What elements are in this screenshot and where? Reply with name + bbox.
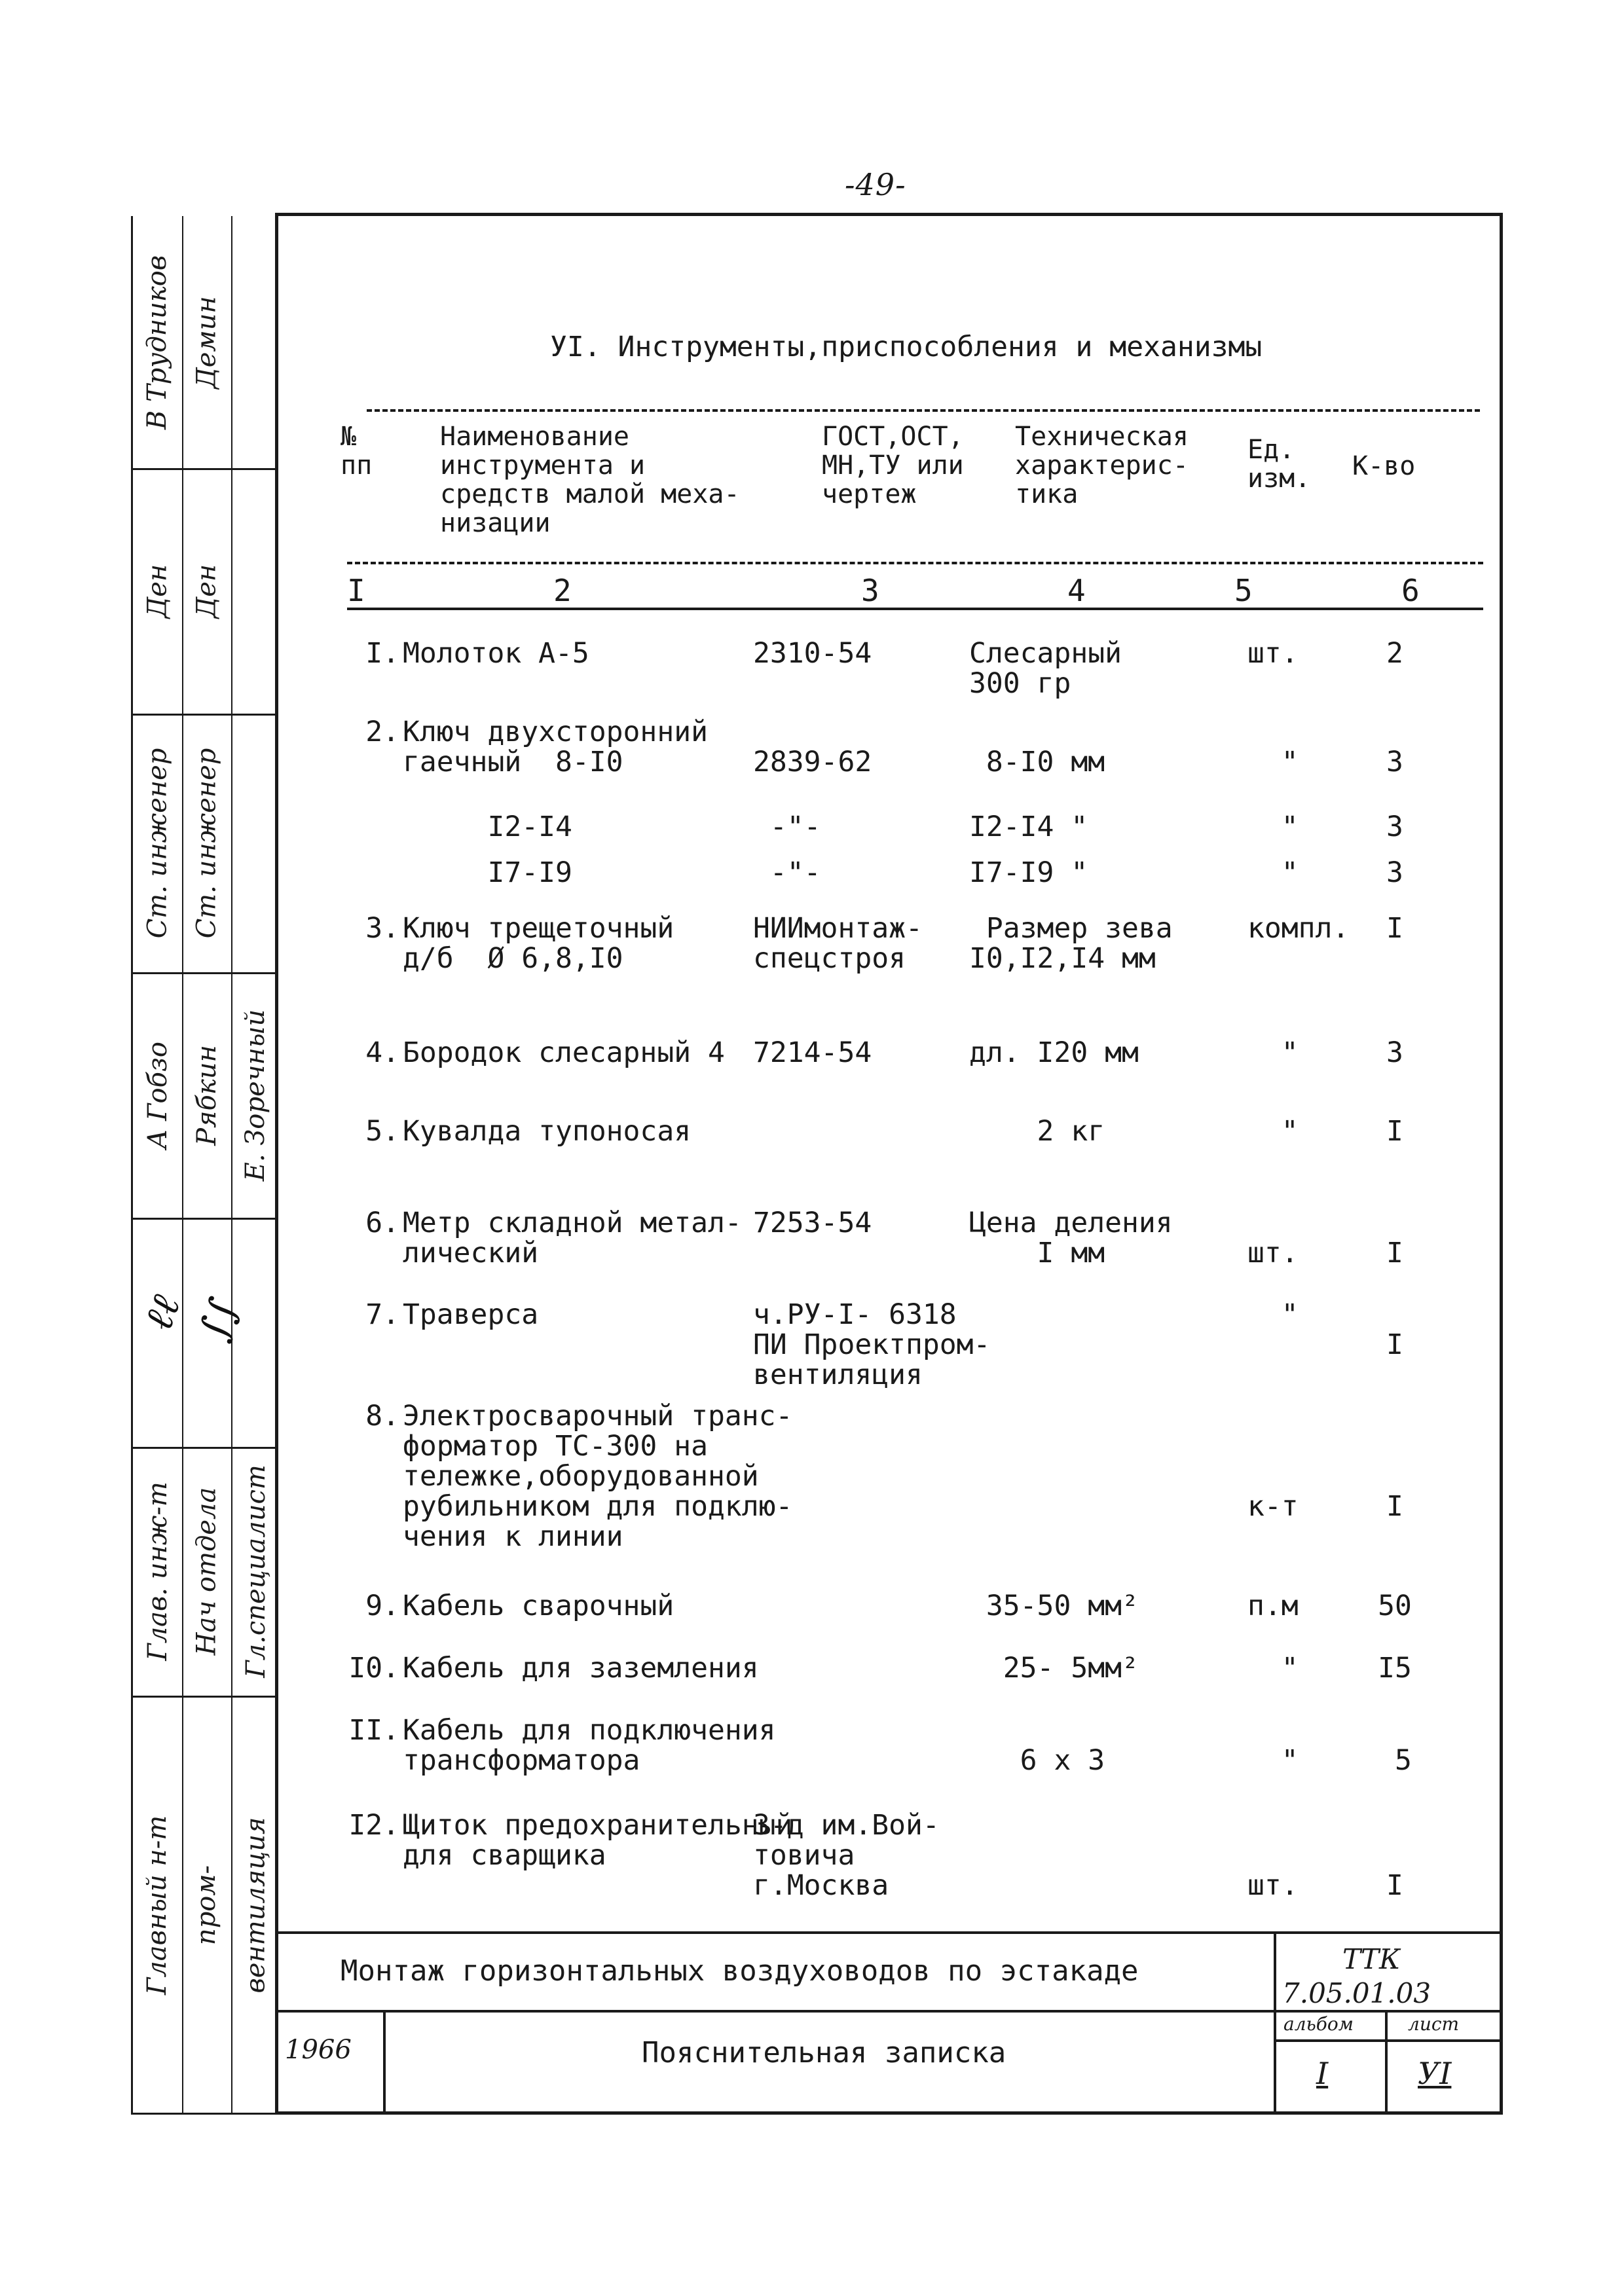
cell-tech: Слесарный 300 гр xyxy=(969,637,1122,700)
strip-department: вентиляция xyxy=(240,1817,271,1994)
cell-qty: I xyxy=(1386,1490,1403,1523)
strip-position: Ст. инженер xyxy=(191,748,222,938)
strip-department: пром- xyxy=(191,1865,222,1946)
signature-strip xyxy=(131,216,278,2115)
cell-no: 3. xyxy=(365,912,399,945)
cell-qty: 5 xyxy=(1394,1744,1412,1777)
column-number-rule xyxy=(347,608,1483,610)
document-code: 7.05.01.03 xyxy=(1282,1977,1431,2009)
header-gost: ГОСТ,ОСТ, МН,ТУ или чертеж xyxy=(822,422,964,509)
album-label: альбом xyxy=(1283,2013,1354,2035)
column-number: 6 xyxy=(1401,573,1420,608)
strip-name: А Гобзо xyxy=(142,1041,173,1149)
header-unit: Ед. изм. xyxy=(1247,435,1311,494)
cell-name: Электросварочный транс- форматор ТС-300 на тележке,оборудованной рубильником для подклю- чения к линии xyxy=(403,1400,793,1553)
cell-gost: 7253-54 xyxy=(753,1207,872,1239)
cell-no: I0. xyxy=(348,1652,399,1685)
strip-position: Глав. инж-т xyxy=(142,1482,173,1661)
column-number: 2 xyxy=(553,573,572,608)
cell-tech: дл. I20 мм xyxy=(969,1036,1139,1069)
cell-unit: " xyxy=(1247,1298,1299,1331)
cell-tech: I7-I9 " xyxy=(969,856,1088,889)
strip-position: Нач отдела xyxy=(191,1487,222,1656)
cell-qty: I xyxy=(1386,1328,1403,1361)
strip-name: Демин xyxy=(191,295,222,389)
cell-qty: I xyxy=(1386,1237,1403,1269)
cell-name: Кабель сварочный xyxy=(403,1590,674,1622)
document-year: 1966 xyxy=(285,2035,352,2065)
header-qty: К-во xyxy=(1352,451,1416,481)
cell-unit: шт. xyxy=(1247,1869,1299,1902)
cell-qty: I5 xyxy=(1378,1652,1412,1685)
header-tech: Техническая характерис- тика xyxy=(1015,422,1189,509)
header-name: Наименование инструмента и средств малой меха- низации xyxy=(440,422,740,538)
column-number: 3 xyxy=(861,573,879,608)
cell-unit: " xyxy=(1247,1115,1299,1148)
cell-gost: 2310-54 xyxy=(753,637,872,670)
cell-gost: 3-д им.Вой- товича г.Москва xyxy=(753,1809,940,1902)
cell-unit: " xyxy=(1247,1036,1299,1069)
document-code-top: ТТК xyxy=(1342,1943,1401,1975)
cell-tech: 25- 5мм² xyxy=(969,1652,1139,1685)
cell-name: Ключ трещеточный д/б Ø 6,8,I0 xyxy=(403,912,674,975)
cell-no: II. xyxy=(348,1714,399,1747)
cell-no: 4. xyxy=(365,1036,399,1069)
cell-qty: 3 xyxy=(1386,1036,1403,1069)
strip-department: Главный н-т xyxy=(142,1815,173,1995)
cell-name: Траверса xyxy=(403,1298,539,1331)
strip-name: Рябкин xyxy=(191,1044,222,1146)
cell-no: 6. xyxy=(365,1207,399,1239)
cell-gost: 7214-54 xyxy=(753,1036,872,1069)
handwritten-signature: ℓℓ xyxy=(135,1289,190,1336)
cell-unit: п.м xyxy=(1247,1590,1299,1622)
cell-gost: 2839-62 xyxy=(753,746,872,778)
title-block-rule xyxy=(1385,2010,1388,2115)
cell-qty: 50 xyxy=(1378,1590,1412,1622)
strip-name: В Трудников xyxy=(142,255,173,429)
title-block-rule xyxy=(1274,2039,1503,2042)
cell-tech: 8-I0 мм xyxy=(986,746,1105,778)
cell-unit: шт. xyxy=(1247,1237,1299,1269)
cell-name: Щиток предохранительный для сварщика xyxy=(403,1809,793,1872)
cell-unit: шт. xyxy=(1247,637,1299,670)
cell-name: Метр складной метал- лический xyxy=(403,1207,742,1269)
cell-unit: компл. xyxy=(1247,912,1350,945)
sheet-label: лист xyxy=(1408,2013,1460,2035)
strip-signature: Ден xyxy=(142,564,173,618)
album-value: I xyxy=(1316,2056,1329,2091)
cell-name: Ключ двухсторонний гаечный 8-I0 xyxy=(403,716,708,778)
cell-name: I2-I4 xyxy=(403,811,572,843)
sheet-value: УI xyxy=(1418,2056,1452,2091)
title-block-rule xyxy=(1274,1931,1276,2115)
cell-name: Кабель для подключения трансформатора xyxy=(403,1714,776,1777)
document-subtitle: Пояснительная записка xyxy=(642,2036,1006,2069)
cell-no: 5. xyxy=(365,1115,399,1148)
column-number: 4 xyxy=(1067,573,1086,608)
header-rule xyxy=(367,409,1480,412)
cell-no: 2. xyxy=(365,716,399,748)
title-block-rule xyxy=(383,2010,386,2115)
cell-tech: 35-50 мм² xyxy=(969,1590,1139,1622)
cell-qty: I xyxy=(1386,1115,1403,1148)
cell-unit: к-т xyxy=(1247,1490,1299,1523)
cell-name: Бородок слесарный 4 xyxy=(403,1036,725,1069)
cell-gost: ч.РУ-I- 6318 ПИ Проектпром- вентиляция xyxy=(753,1298,991,1391)
cell-gost: -"- xyxy=(753,856,821,889)
cell-no: 7. xyxy=(365,1298,399,1331)
section-title: УI. Инструменты,приспособления и механизмы xyxy=(550,331,1263,363)
cell-qty: 2 xyxy=(1386,637,1403,670)
cell-tech: Цена деления I мм xyxy=(969,1207,1173,1269)
cell-qty: 3 xyxy=(1386,856,1403,889)
cell-name: Молоток А-5 xyxy=(403,637,589,670)
cell-gost: НИИмонтаж- спецстроя xyxy=(753,912,923,975)
cell-unit: " xyxy=(1247,856,1299,889)
cell-unit: " xyxy=(1247,1652,1299,1685)
cell-gost: -"- xyxy=(753,811,821,843)
cell-no: I2. xyxy=(348,1809,399,1842)
header-rule xyxy=(347,562,1483,564)
column-number: 5 xyxy=(1234,573,1253,608)
cell-tech: 2 кг xyxy=(969,1115,1105,1148)
cell-qty: 3 xyxy=(1386,746,1403,778)
title-block-rule xyxy=(275,1931,1503,1934)
strip-name: Е. Зоречный xyxy=(240,1009,271,1181)
cell-no: I. xyxy=(365,637,399,670)
cell-qty: 3 xyxy=(1386,811,1403,843)
cell-name: Кувалда тупоносая xyxy=(403,1115,692,1148)
cell-qty: I xyxy=(1386,1869,1403,1902)
strip-signature: Ден xyxy=(191,564,222,618)
cell-unit: " xyxy=(1281,1744,1299,1777)
page-number: -49- xyxy=(845,167,906,202)
strip-position: Гл.специалист xyxy=(240,1465,271,1678)
cell-tech: Размер зева I0,I2,I4 мм xyxy=(969,912,1173,975)
cell-tech: 6 х 3 xyxy=(1020,1744,1105,1777)
cell-unit: " xyxy=(1247,811,1299,843)
strip-position: Ст. инженер xyxy=(142,748,173,938)
handwritten-signature: ∫∫ xyxy=(190,1292,248,1347)
column-number: I xyxy=(347,573,365,608)
cell-unit: " xyxy=(1281,746,1299,778)
title-block-rule xyxy=(275,2010,1503,2013)
cell-name: Кабель для заземления xyxy=(403,1652,759,1685)
document-title: Монтаж горизонтальных воздуховодов по эстакаде xyxy=(341,1954,1139,1988)
cell-name: I7-I9 xyxy=(403,856,572,889)
header-no: № пп xyxy=(341,422,373,481)
cell-qty: I xyxy=(1386,912,1403,945)
cell-no: 8. xyxy=(365,1400,399,1432)
cell-tech: I2-I4 " xyxy=(969,811,1088,843)
cell-no: 9. xyxy=(365,1590,399,1622)
